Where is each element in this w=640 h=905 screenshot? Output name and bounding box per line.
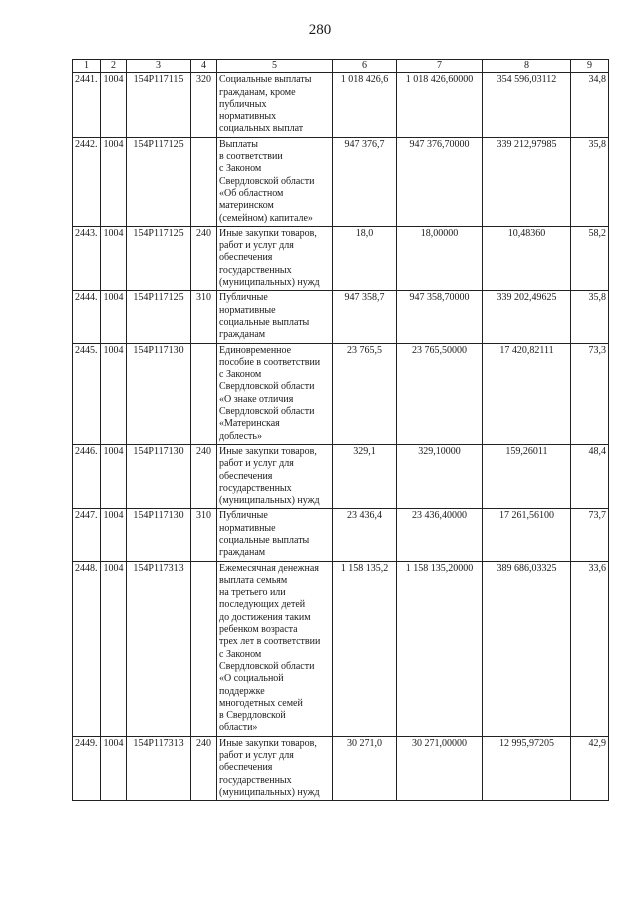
item-name-cell bbox=[217, 73, 333, 137]
table-row bbox=[73, 343, 609, 444]
expense-type-cell bbox=[191, 343, 217, 444]
item-name-line: Иные закупки товаров, bbox=[219, 227, 317, 239]
item-name-line: материнском bbox=[219, 200, 274, 212]
item-name-line: на третьего или bbox=[219, 587, 286, 599]
item-name-line: публичных bbox=[219, 98, 267, 110]
header-cell: 4 bbox=[191, 60, 217, 73]
section-code-cell: 1004 bbox=[101, 73, 127, 137]
item-name-line: государственных bbox=[219, 482, 292, 494]
item-name-line: в Свердловской bbox=[219, 710, 286, 722]
item-name-line: Выплаты bbox=[219, 138, 258, 150]
header-cell: 6 bbox=[333, 60, 397, 73]
percent-cell: 35,8 bbox=[571, 291, 609, 343]
approved-amount-cell: 30 271,0 bbox=[333, 736, 397, 800]
item-name-cell bbox=[217, 736, 333, 800]
table-row bbox=[73, 226, 609, 290]
item-name-line: последующих детей bbox=[219, 599, 306, 611]
section-code-cell: 1004 bbox=[101, 444, 127, 508]
header-cell: 8 bbox=[483, 60, 571, 73]
percent-cell: 33,6 bbox=[571, 561, 609, 736]
expense-type-cell: 240 bbox=[191, 226, 217, 290]
row-number-cell: 2445. bbox=[73, 343, 101, 444]
item-name-line: нормативные bbox=[219, 304, 276, 316]
section-code-cell: 1004 bbox=[101, 226, 127, 290]
section-code-cell: 1004 bbox=[101, 343, 127, 444]
item-name-line: Социальные выплаты bbox=[219, 74, 312, 86]
header-cell: 9 bbox=[571, 60, 609, 73]
header-row bbox=[73, 60, 609, 73]
plan-amount-cell: 30 271,00000 bbox=[397, 736, 483, 800]
approved-amount-cell: 329,1 bbox=[333, 444, 397, 508]
approved-amount-cell: 947 376,7 bbox=[333, 137, 397, 226]
expense-type-cell: 240 bbox=[191, 736, 217, 800]
target-article-cell: 154P117125 bbox=[127, 226, 191, 290]
item-name-line: (муниципальных) нужд bbox=[219, 786, 320, 798]
item-name-line: обеспечения bbox=[219, 470, 273, 482]
item-name-line: (семейном) капитале» bbox=[219, 212, 313, 224]
plan-amount-cell: 18,00000 bbox=[397, 226, 483, 290]
item-name-line: Свердловской области bbox=[219, 175, 315, 187]
target-article-cell: 154P117125 bbox=[127, 291, 191, 343]
percent-cell: 58,2 bbox=[571, 226, 609, 290]
executed-amount-cell: 339 202,49625 bbox=[483, 291, 571, 343]
item-name-line: пособие в соответствии bbox=[219, 356, 321, 368]
row-number-cell: 2448. bbox=[73, 561, 101, 736]
executed-amount-cell: 159,26011 bbox=[483, 444, 571, 508]
item-name-line: нормативных bbox=[219, 111, 277, 123]
approved-amount-cell: 18,0 bbox=[333, 226, 397, 290]
item-name-line: «Об областном bbox=[219, 187, 284, 199]
executed-amount-cell: 339 212,97985 bbox=[483, 137, 571, 226]
item-name-line: «О знаке отличия bbox=[219, 393, 294, 405]
item-name-line: работ и услуг для bbox=[219, 458, 294, 470]
item-name-line: нормативные bbox=[219, 522, 276, 534]
item-name-line: «Материнская bbox=[219, 418, 280, 430]
item-name-line: области» bbox=[219, 722, 258, 734]
item-name-cell bbox=[217, 137, 333, 226]
item-name-line: Свердловской области bbox=[219, 381, 315, 393]
executed-amount-cell: 10,48360 bbox=[483, 226, 571, 290]
percent-cell: 35,8 bbox=[571, 137, 609, 226]
item-name-line: (муниципальных) нужд bbox=[219, 495, 320, 507]
table-row bbox=[73, 73, 609, 137]
target-article-cell: 154P117130 bbox=[127, 444, 191, 508]
table-row bbox=[73, 736, 609, 800]
item-name-line: социальных выплат bbox=[219, 123, 304, 135]
executed-amount-cell: 12 995,97205 bbox=[483, 736, 571, 800]
plan-amount-cell: 947 358,70000 bbox=[397, 291, 483, 343]
item-name-line: ребенком возраста bbox=[219, 624, 298, 636]
expense-type-cell: 240 bbox=[191, 444, 217, 508]
table-row bbox=[73, 444, 609, 508]
plan-amount-cell: 947 376,70000 bbox=[397, 137, 483, 226]
item-name-line: Единовременное bbox=[219, 344, 292, 356]
item-name-cell bbox=[217, 226, 333, 290]
item-name-line: социальные выплаты bbox=[219, 534, 310, 546]
header-cell: 2 bbox=[101, 60, 127, 73]
item-name-line: работ и услуг для bbox=[219, 750, 294, 762]
item-name-line: Свердловской области bbox=[219, 406, 315, 418]
item-name-line: с Законом bbox=[219, 648, 262, 660]
row-number-cell: 2446. bbox=[73, 444, 101, 508]
plan-amount-cell: 329,10000 bbox=[397, 444, 483, 508]
percent-cell: 73,7 bbox=[571, 509, 609, 561]
target-article-cell: 154P117125 bbox=[127, 137, 191, 226]
approved-amount-cell: 23 765,5 bbox=[333, 343, 397, 444]
section-code-cell: 1004 bbox=[101, 137, 127, 226]
item-name-cell bbox=[217, 444, 333, 508]
target-article-cell: 154P117313 bbox=[127, 736, 191, 800]
expense-type-cell: 310 bbox=[191, 509, 217, 561]
row-number-cell: 2441. bbox=[73, 73, 101, 137]
item-name-cell bbox=[217, 561, 333, 736]
item-name-line: с Законом bbox=[219, 369, 262, 381]
section-code-cell: 1004 bbox=[101, 736, 127, 800]
item-name-cell bbox=[217, 509, 333, 561]
table-row bbox=[73, 137, 609, 226]
header-cell: 5 bbox=[217, 60, 333, 73]
target-article-cell: 154P117130 bbox=[127, 509, 191, 561]
item-name-line: государственных bbox=[219, 774, 292, 786]
item-name-line: Ежемесячная денежная bbox=[219, 562, 319, 574]
row-number-cell: 2443. bbox=[73, 226, 101, 290]
budget-table bbox=[72, 59, 609, 801]
item-name-line: выплата семьям bbox=[219, 574, 288, 586]
executed-amount-cell: 354 596,03112 bbox=[483, 73, 571, 137]
item-name-line: Публичные bbox=[219, 292, 268, 304]
section-code-cell: 1004 bbox=[101, 509, 127, 561]
item-name-line: «О социальной bbox=[219, 673, 284, 685]
row-number-cell: 2444. bbox=[73, 291, 101, 343]
item-name-line: Иные закупки товаров, bbox=[219, 445, 317, 457]
item-name-line: трех лет в соответствии bbox=[219, 636, 321, 648]
table-row bbox=[73, 509, 609, 561]
plan-amount-cell: 1 018 426,60000 bbox=[397, 73, 483, 137]
item-name-line: многодетных семей bbox=[219, 697, 303, 709]
percent-cell: 34,8 bbox=[571, 73, 609, 137]
item-name-line: обеспечения bbox=[219, 762, 273, 774]
expense-type-cell: 320 bbox=[191, 73, 217, 137]
expense-type-cell: 310 bbox=[191, 291, 217, 343]
table-row bbox=[73, 561, 609, 736]
item-name-line: обеспечения bbox=[219, 252, 273, 264]
header-cell: 1 bbox=[73, 60, 101, 73]
header-cell: 3 bbox=[127, 60, 191, 73]
item-name-line: работ и услуг для bbox=[219, 240, 294, 252]
plan-amount-cell: 23 436,40000 bbox=[397, 509, 483, 561]
row-number-cell: 2449. bbox=[73, 736, 101, 800]
row-number-cell: 2442. bbox=[73, 137, 101, 226]
percent-cell: 73,3 bbox=[571, 343, 609, 444]
plan-amount-cell: 23 765,50000 bbox=[397, 343, 483, 444]
item-name-line: (муниципальных) нужд bbox=[219, 277, 320, 289]
item-name-line: гражданам, кроме bbox=[219, 86, 296, 98]
approved-amount-cell: 1 018 426,6 bbox=[333, 73, 397, 137]
approved-amount-cell: 23 436,4 bbox=[333, 509, 397, 561]
item-name-line: социальные выплаты bbox=[219, 316, 310, 328]
table-body bbox=[73, 73, 609, 801]
expense-type-cell bbox=[191, 137, 217, 226]
item-name-line: до достижения таким bbox=[219, 611, 311, 623]
item-name-line: доблесть» bbox=[219, 430, 262, 442]
expense-type-cell bbox=[191, 561, 217, 736]
item-name-line: поддержке bbox=[219, 685, 265, 697]
item-name-line: гражданам bbox=[219, 547, 266, 559]
item-name-line: государственных bbox=[219, 264, 292, 276]
item-name-line: гражданам bbox=[219, 329, 266, 341]
target-article-cell: 154P117130 bbox=[127, 343, 191, 444]
plan-amount-cell: 1 158 135,20000 bbox=[397, 561, 483, 736]
approved-amount-cell: 947 358,7 bbox=[333, 291, 397, 343]
page-number: 280 bbox=[308, 22, 332, 38]
item-name-cell bbox=[217, 343, 333, 444]
approved-amount-cell: 1 158 135,2 bbox=[333, 561, 397, 736]
table-row bbox=[73, 291, 609, 343]
item-name-line: Публичные bbox=[219, 510, 268, 522]
section-code-cell: 1004 bbox=[101, 291, 127, 343]
row-number-cell: 2447. bbox=[73, 509, 101, 561]
executed-amount-cell: 389 686,03325 bbox=[483, 561, 571, 736]
target-article-cell: 154P117115 bbox=[127, 73, 191, 137]
item-name-cell bbox=[217, 291, 333, 343]
item-name-line: Свердловской области bbox=[219, 660, 315, 672]
header-cell: 7 bbox=[397, 60, 483, 73]
percent-cell: 42,9 bbox=[571, 736, 609, 800]
item-name-line: с Законом bbox=[219, 163, 262, 175]
percent-cell: 48,4 bbox=[571, 444, 609, 508]
item-name-line: в соответствии bbox=[219, 151, 283, 163]
executed-amount-cell: 17 261,56100 bbox=[483, 509, 571, 561]
section-code-cell: 1004 bbox=[101, 561, 127, 736]
item-name-line: Иные закупки товаров, bbox=[219, 737, 317, 749]
target-article-cell: 154P117313 bbox=[127, 561, 191, 736]
executed-amount-cell: 17 420,82111 bbox=[483, 343, 571, 444]
